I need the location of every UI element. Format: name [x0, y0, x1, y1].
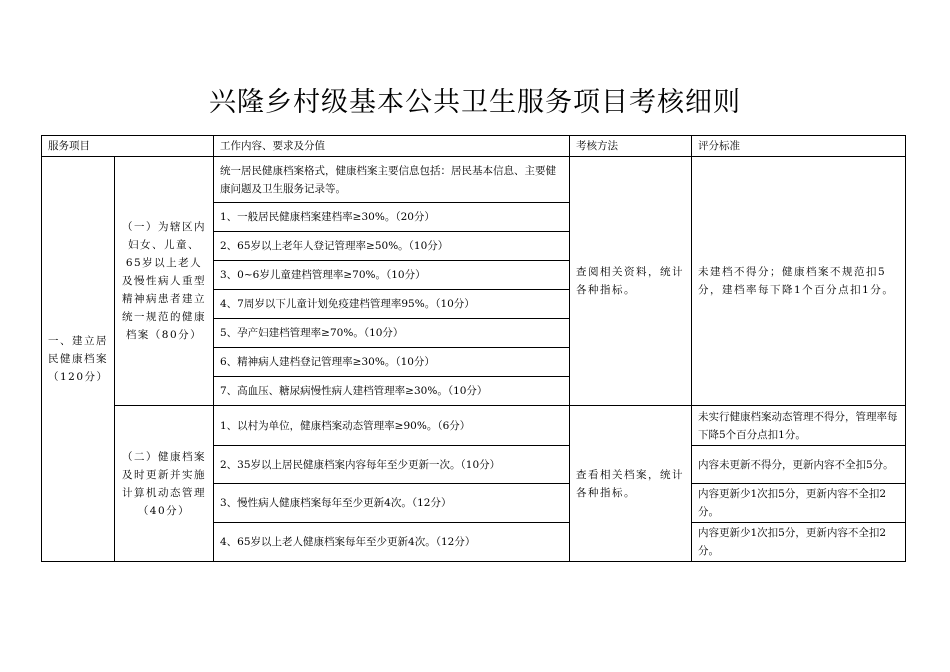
- subsection1-item-1: 1、一般居民健康档案建档率≥30%。（20分）: [214, 203, 570, 232]
- table-row: [42, 406, 906, 426]
- subsection2-scoring-4: 内容更新少1次扣5分，更新内容不全扣2分。: [692, 523, 906, 562]
- subsection1-item-4: 4、7周岁以下儿童计划免疫建档管理率95%。（10分）: [214, 290, 570, 319]
- header-scoring: 评分标准: [692, 136, 906, 157]
- subsection1-item-5: 5、孕产妇建档管理率≥70%。（10分）: [214, 319, 570, 348]
- subsection1-scoring: 未建档不得分；健康档案不规范扣5分，建档率每下降1个百分点扣1分。: [692, 157, 906, 406]
- subsection1-intro: 统一居民健康档案格式，健康档案主要信息包括：居民基本信息、主要健康问题及卫生服务记录等。: [214, 157, 570, 203]
- subsection2-item-3: 3、慢性病人健康档案每年至少更新4次。（12分）: [214, 484, 570, 523]
- subsection1-item-3: 3、0~6岁儿童建档管理率≥70%。（10分）: [214, 261, 570, 290]
- table-header-row: [42, 136, 906, 157]
- subsection2-item-2: 2、35岁以上居民健康档案内容每年至少更新一次。（10分）: [214, 446, 570, 484]
- subsection2-title: （二）健康档案及时更新并实施计算机动态管理（40分）: [115, 406, 214, 562]
- table-row: [42, 157, 906, 203]
- page-title: 兴隆乡村级基本公共卫生服务项目考核细则: [209, 87, 741, 118]
- subsection1-method: 查阅相关资料，统计各种指标。: [570, 157, 692, 406]
- header-service-item: 服务项目: [42, 136, 214, 157]
- subsection1-item-2: 2、65岁以上老年人登记管理率≥50%。（10分）: [214, 232, 570, 261]
- subsection1-item-6: 6、精神病人建档登记管理率≥30%。（10分）: [214, 348, 570, 377]
- header-work-content: 工作内容、要求及分值: [214, 136, 570, 157]
- subsection1-title: （一）为辖区内妇女、儿童、65岁以上老人及慢性病人重型精神病患者建立统一规范的健康档案（80分）: [115, 157, 214, 406]
- subsection2-scoring-1: 未实行健康档案动态管理不得分，管理率每下降5个百分点扣1分。: [692, 406, 906, 446]
- subsection1-item-7: 7、高血压、糖尿病慢性病人建档管理率≥30%。（10分）: [214, 377, 570, 406]
- assessment-table: [41, 135, 906, 562]
- subsection2-item-1: 1、以村为单位，健康档案动态管理率≥90%。（6分）: [214, 406, 570, 446]
- subsection2-method: 查看相关档案，统计各种指标。: [570, 406, 692, 562]
- subsection2-item-4: 4、65岁以上老人健康档案每年至少更新4次。（12分）: [214, 523, 570, 562]
- subsection2-scoring-3: 内容更新少1次扣5分，更新内容不全扣2分。: [692, 484, 906, 523]
- header-method: 考核方法: [570, 136, 692, 157]
- section1-title: 一、建立居民健康档案（120分）: [42, 157, 115, 562]
- subsection2-scoring-2: 内容未更新不得分，更新内容不全扣5分。: [692, 446, 906, 484]
